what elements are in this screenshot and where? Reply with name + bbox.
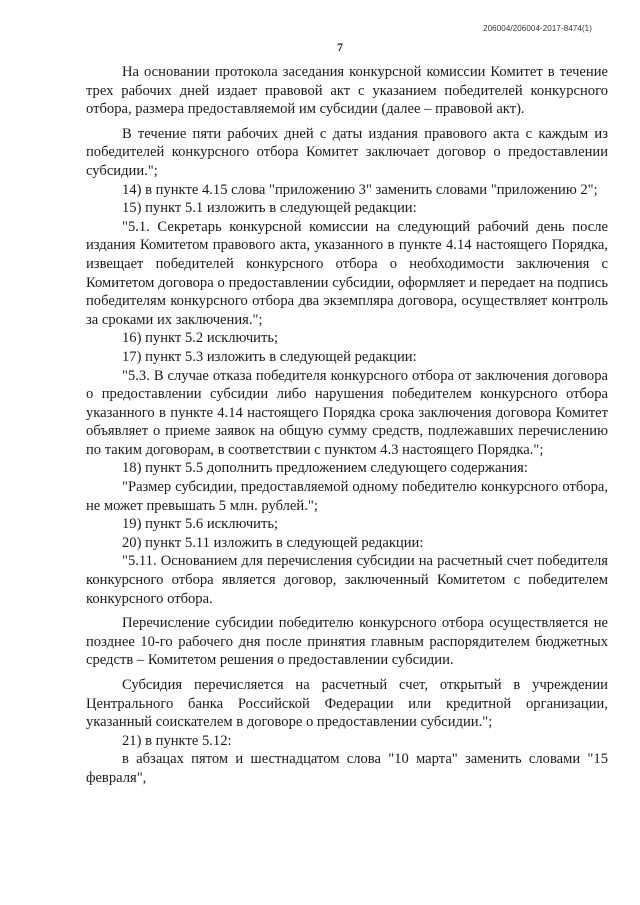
document-id: 206004/206004-2017-8474(1): [483, 24, 592, 33]
document-body: [86, 63, 608, 788]
paragraph: 18) пункт 5.5 дополнить предложением следующего содержания:: [122, 460, 528, 477]
paragraph: 20) пункт 5.11 изложить в следующей редакции:: [122, 534, 424, 551]
paragraph: "5.1. Секретарь конкурсной комиссии на следующий рабочий день после издания Комитетом правового акта, указанного в пункте 4.14 настоящего Порядка, извещает победителей конкурсного отбора о необходимости заключения с Комитетом договора о предоставлении субсидии, оформляет и передает на подпись победителям конкурсного отбора два экземпляра договора, осуществляет контроль за сроками их заключения.";: [86, 218, 608, 328]
paragraph: В течение пяти рабочих дней с даты издания правового акта с каждым из победителей конкурсного отбора Комитет заключает договор о предоставлении субсидии.";: [86, 125, 608, 179]
paragraph: 14) в пункте 4.15 слова "приложению 3" заменить словами "приложению 2";: [122, 181, 598, 198]
paragraph: "5.3. В случае отказа победителя конкурсного отбора от заключения договора о предоставлении субсидии либо нарушения победителем конкурсного отбора указанного в пункте 4.14 настоящего Порядка срока заключения договора Комитет объявляет о приеме заявок на общую сумму средств, подлежавших перечислению по таким договорам, в соответствии с пунктом 4.3 настоящего Порядка.";: [86, 367, 608, 458]
paragraph: 19) пункт 5.6 исключить;: [122, 516, 279, 533]
paragraph: 21) в пункте 5.12:: [122, 732, 232, 749]
paragraph: "Размер субсидии, предоставляемой одному победителю конкурсного отбора, не может превышать 5 млн. рублей.";: [86, 479, 608, 514]
paragraph: 17) пункт 5.3 изложить в следующей редакции:: [122, 348, 417, 365]
paragraph: 15) пункт 5.1 изложить в следующей редакции:: [122, 200, 417, 217]
paragraph: "5.11. Основанием для перечисления субсидии на расчетный счет победителя конкурсного отбора является договор, заключенный Комитетом с победителем конкурсного отбора.: [86, 553, 608, 607]
paragraph: 16) пункт 5.2 исключить;: [122, 330, 279, 347]
paragraph: На основании протокола заседания конкурсной комиссии Комитет в течение трех рабочих дней издает правовой акт с указанием победителей конкурсного отбора, размера предоставляемой им субсидии (далее – правовой акт).: [86, 64, 608, 118]
paragraph: Перечисление субсидии победителю конкурсного отбора осуществляется не позднее 10-го рабочего дня после принятия главным распорядителем бюджетных средств – Комитетом решения о предоставлении субсидии.: [86, 615, 608, 669]
page-number: 7: [337, 40, 343, 54]
paragraph: Субсидия перечисляется на расчетный счет, открытый в учреждении Центрального банка Российской Федерации или кредитной организации, указанный соискателем в договоре о предоставлении субсидии.";: [86, 677, 608, 731]
paragraph: в абзацах пятом и шестнадцатом слова "10 марта" заменить словами "15 февраля",: [86, 751, 608, 786]
